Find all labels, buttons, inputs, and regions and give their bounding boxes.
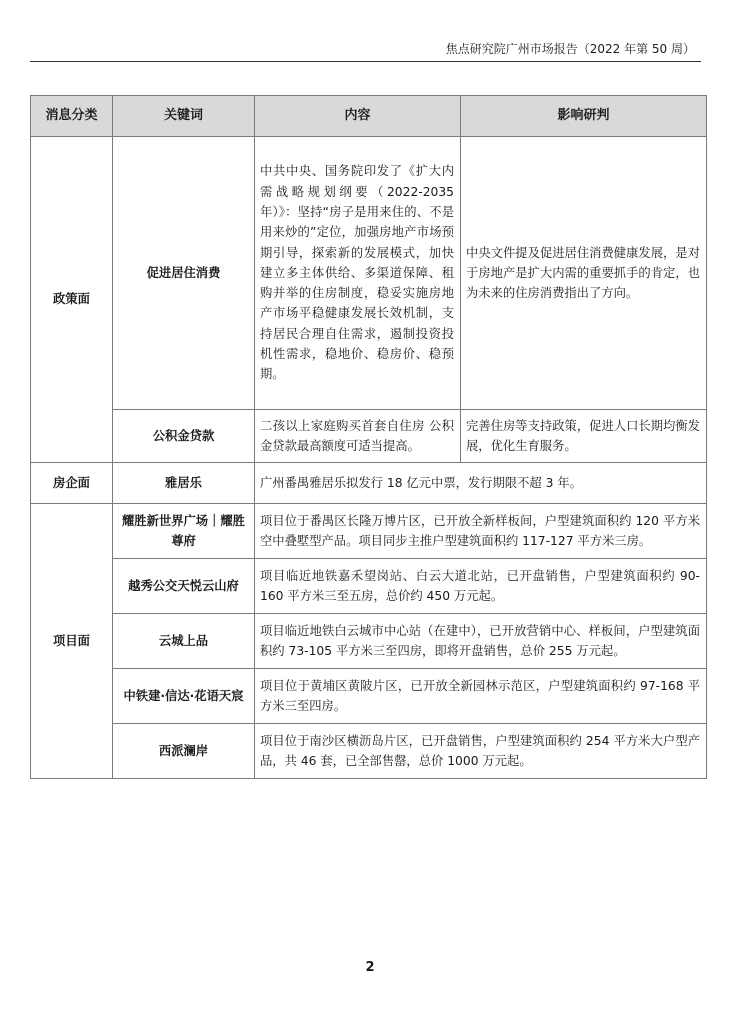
page-header [30, 40, 701, 62]
content-cell: 项目位于黄埔区黄陂片区，已开放全新园林示范区，户型建筑面积约 97-168 平方米三至四房。 [255, 669, 707, 724]
keyword-cell: 公积金贷款 [113, 410, 255, 463]
table-row [31, 669, 707, 724]
content-cell: 项目位于番禺区长隆万博片区，已开放全新样板间，户型建筑面积约 120 平方米空中叠墅型产品。项目同步主推户型建筑面积约 117-127 平方米三房。 [255, 504, 707, 559]
column-header-keyword: 关键词 [113, 96, 255, 137]
table-row [31, 463, 707, 504]
impact-cell: 完善住房等支持政策，促进人口长期均衡发展，优化生育服务。 [461, 410, 707, 463]
content-cell: 项目临近地铁嘉禾望岗站、白云大道北站，已开盘销售，户型建筑面积约 90-160 平方米三至五房，总价约 450 万元起。 [255, 559, 707, 614]
content-cell: 中共中央、国务院印发了《扩大内需战略规划纲要（2022-2035年）》：坚持“房子是用来住的、不是用来炒的”定位，加强房地产市场预期引导，探索新的发展模式，加快建立多主体供给、多渠道保障、租购并举的住房制度，稳妥实施房地产市场平稳健康发展长效机制，支持居民合理自住需求，遏制投资投机性需求，稳地价、稳房价、稳预期。 [255, 137, 461, 410]
table-row [31, 504, 707, 559]
impact-cell: 中央文件提及促进居住消费健康发展，是对于房地产是扩大内需的重要抓手的肯定，也为未来的住房消费指出了方向。 [461, 137, 707, 410]
table-row [31, 614, 707, 669]
content-cell: 项目位于南沙区横沥岛片区，已开盘销售，户型建筑面积约 254 平方米大户型产品，共 46 套，已全部售罄，总价 1000 万元起。 [255, 724, 707, 779]
table-row [31, 559, 707, 614]
keyword-cell: 促进居住消费 [113, 137, 255, 410]
category-cell: 项目面 [31, 504, 113, 779]
category-cell: 政策面 [31, 137, 113, 463]
content-cell: 项目临近地铁白云城市中心站（在建中），已开放营销中心、样板间，户型建筑面积约 73-105 平方米三至四房，即将开盘销售，总价 255 万元起。 [255, 614, 707, 669]
table-row [31, 137, 707, 410]
table-row [31, 410, 707, 463]
content-cell: 广州番禺雅居乐拟发行 18 亿元中票，发行期限不超 3 年。 [255, 463, 707, 504]
header-title: 焦点研究院广州市场报告（2022 年第 50 周） [445, 42, 695, 56]
keyword-cell: 中铁建·信达·花语天宸 [113, 669, 255, 724]
keyword-cell: 雅居乐 [113, 463, 255, 504]
category-cell: 房企面 [31, 463, 113, 504]
page-number: 2 [365, 960, 375, 975]
table-row [31, 724, 707, 779]
table-header-row [31, 96, 707, 137]
news-table [30, 95, 707, 779]
column-header-impact: 影响研判 [461, 96, 707, 137]
content-cell: 二孩以上家庭购买首套自住房 公积金贷款最高额度可适当提高。 [255, 410, 461, 463]
column-header-category: 消息分类 [31, 96, 113, 137]
keyword-cell: 西派澜岸 [113, 724, 255, 779]
keyword-cell: 耀胜新世界广场｜耀胜尊府 [113, 504, 255, 559]
column-header-content: 内容 [255, 96, 461, 137]
keyword-cell: 云城上品 [113, 614, 255, 669]
keyword-cell: 越秀公交天悦云山府 [113, 559, 255, 614]
